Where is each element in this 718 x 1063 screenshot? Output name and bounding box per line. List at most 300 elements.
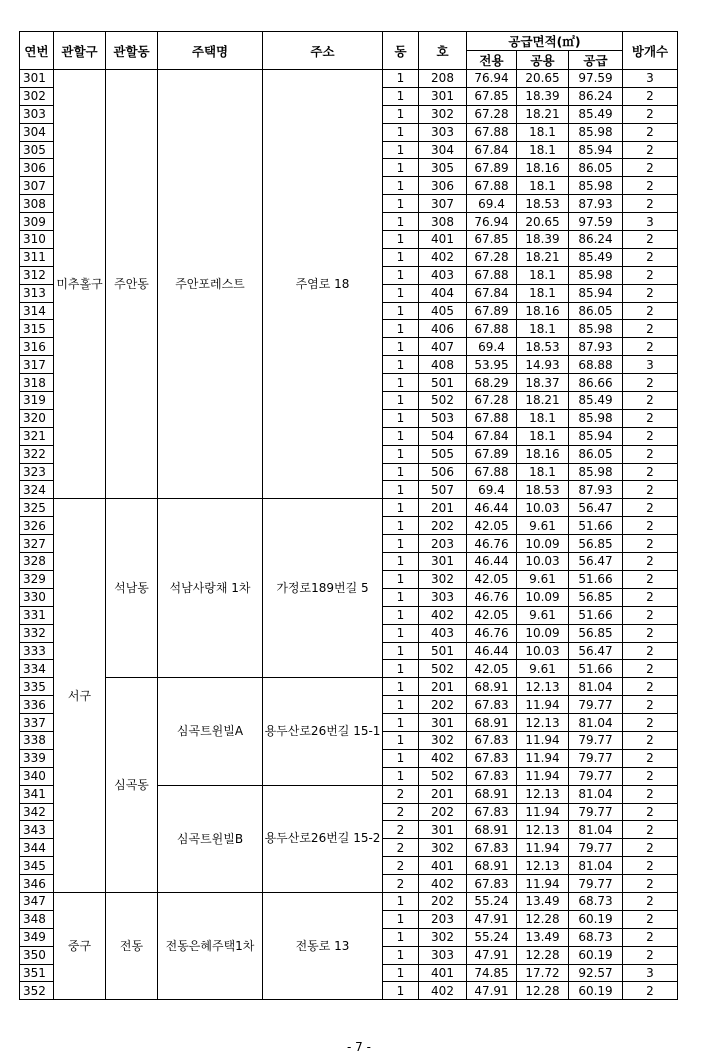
building-cell: 1 — [383, 517, 419, 535]
supply-area-cell: 60.19 — [569, 946, 623, 964]
unit-cell: 301 — [419, 821, 467, 839]
common-area-cell: 10.03 — [517, 499, 569, 517]
exclusive-area-cell: 67.83 — [467, 839, 517, 857]
supply-area-cell: 56.47 — [569, 499, 623, 517]
row-number: 341 — [20, 785, 54, 803]
row-number: 311 — [20, 248, 54, 266]
common-area-cell: 12.13 — [517, 714, 569, 732]
row-number: 350 — [20, 946, 54, 964]
common-area-cell: 20.65 — [517, 70, 569, 88]
row-number: 318 — [20, 374, 54, 392]
rooms-cell: 2 — [623, 284, 678, 302]
row-number: 315 — [20, 320, 54, 338]
building-cell: 2 — [383, 839, 419, 857]
row-number: 349 — [20, 928, 54, 946]
building-cell: 1 — [383, 606, 419, 624]
rooms-cell: 2 — [623, 624, 678, 642]
building-cell: 1 — [383, 195, 419, 213]
rooms-cell: 2 — [623, 839, 678, 857]
common-area-cell: 11.94 — [517, 839, 569, 857]
common-area-cell: 9.61 — [517, 606, 569, 624]
supply-area-cell: 81.04 — [569, 714, 623, 732]
building-cell: 2 — [383, 803, 419, 821]
building-cell: 1 — [383, 535, 419, 553]
row-number: 333 — [20, 642, 54, 660]
neighborhood-cell: 전동 — [106, 892, 158, 999]
building-cell: 1 — [383, 105, 419, 123]
common-area-cell: 10.09 — [517, 535, 569, 553]
unit-cell: 406 — [419, 320, 467, 338]
exclusive-area-cell: 67.28 — [467, 392, 517, 410]
unit-cell: 502 — [419, 660, 467, 678]
supply-area-cell: 56.85 — [569, 535, 623, 553]
common-area-cell: 18.1 — [517, 284, 569, 302]
unit-cell: 302 — [419, 731, 467, 749]
supply-area-cell: 86.05 — [569, 445, 623, 463]
exclusive-area-cell: 42.05 — [467, 517, 517, 535]
exclusive-area-cell: 74.85 — [467, 964, 517, 982]
unit-cell: 501 — [419, 374, 467, 392]
unit-cell: 201 — [419, 678, 467, 696]
unit-cell: 506 — [419, 463, 467, 481]
common-area-cell: 12.13 — [517, 857, 569, 875]
header-rooms: 방개수 — [623, 32, 678, 70]
building-cell: 1 — [383, 87, 419, 105]
header-gu: 관할구 — [54, 32, 106, 70]
exclusive-area-cell: 47.91 — [467, 910, 517, 928]
row-number: 347 — [20, 892, 54, 910]
rooms-cell: 2 — [623, 159, 678, 177]
rooms-cell: 2 — [623, 499, 678, 517]
supply-area-cell: 79.77 — [569, 731, 623, 749]
rooms-cell: 2 — [623, 553, 678, 571]
common-area-cell: 9.61 — [517, 660, 569, 678]
exclusive-area-cell: 42.05 — [467, 606, 517, 624]
row-number: 345 — [20, 857, 54, 875]
header-unit: 호 — [419, 32, 467, 70]
common-area-cell: 18.21 — [517, 248, 569, 266]
house-name-cell: 주안포레스트 — [158, 70, 263, 499]
building-cell: 2 — [383, 857, 419, 875]
house-name-cell: 석남사랑채 1차 — [158, 499, 263, 678]
row-number: 322 — [20, 445, 54, 463]
exclusive-area-cell: 68.91 — [467, 785, 517, 803]
exclusive-area-cell: 68.91 — [467, 857, 517, 875]
rooms-cell: 3 — [623, 964, 678, 982]
building-cell: 1 — [383, 928, 419, 946]
rooms-cell: 2 — [623, 785, 678, 803]
exclusive-area-cell: 68.91 — [467, 821, 517, 839]
common-area-cell: 11.94 — [517, 803, 569, 821]
common-area-cell: 18.16 — [517, 445, 569, 463]
header-supply-total: 공급 — [569, 51, 623, 70]
common-area-cell: 18.16 — [517, 302, 569, 320]
unit-cell: 201 — [419, 785, 467, 803]
unit-cell: 303 — [419, 123, 467, 141]
supply-area-cell: 86.66 — [569, 374, 623, 392]
unit-cell: 403 — [419, 624, 467, 642]
unit-cell: 203 — [419, 910, 467, 928]
row-number: 316 — [20, 338, 54, 356]
unit-cell: 301 — [419, 87, 467, 105]
supply-area-cell: 85.49 — [569, 248, 623, 266]
unit-cell: 402 — [419, 248, 467, 266]
exclusive-area-cell: 46.76 — [467, 535, 517, 553]
exclusive-area-cell: 47.91 — [467, 982, 517, 1000]
rooms-cell: 2 — [623, 803, 678, 821]
exclusive-area-cell: 67.83 — [467, 749, 517, 767]
common-area-cell: 18.1 — [517, 177, 569, 195]
supply-area-cell: 85.94 — [569, 141, 623, 159]
row-number: 348 — [20, 910, 54, 928]
unit-cell: 507 — [419, 481, 467, 499]
unit-cell: 405 — [419, 302, 467, 320]
exclusive-area-cell: 68.91 — [467, 714, 517, 732]
row-number: 332 — [20, 624, 54, 642]
exclusive-area-cell: 46.44 — [467, 642, 517, 660]
rooms-cell: 3 — [623, 70, 678, 88]
supply-area-cell: 86.24 — [569, 87, 623, 105]
rooms-cell: 2 — [623, 767, 678, 785]
common-area-cell: 12.13 — [517, 678, 569, 696]
row-number: 343 — [20, 821, 54, 839]
common-area-cell: 18.1 — [517, 266, 569, 284]
row-number: 304 — [20, 123, 54, 141]
common-area-cell: 18.53 — [517, 195, 569, 213]
building-cell: 1 — [383, 499, 419, 517]
rooms-cell: 2 — [623, 982, 678, 1000]
header-address: 주소 — [263, 32, 383, 70]
common-area-cell: 11.94 — [517, 767, 569, 785]
house-name-cell: 심곡트윈빌A — [158, 678, 263, 785]
row-number: 319 — [20, 392, 54, 410]
rooms-cell: 2 — [623, 266, 678, 284]
row-number: 338 — [20, 731, 54, 749]
exclusive-area-cell: 67.84 — [467, 284, 517, 302]
common-area-cell: 18.1 — [517, 123, 569, 141]
rooms-cell: 2 — [623, 463, 678, 481]
building-cell: 1 — [383, 320, 419, 338]
common-area-cell: 12.28 — [517, 946, 569, 964]
row-number: 339 — [20, 749, 54, 767]
supply-area-cell: 85.49 — [569, 392, 623, 410]
neighborhood-cell: 심곡동 — [106, 678, 158, 893]
common-area-cell: 10.09 — [517, 624, 569, 642]
building-cell: 1 — [383, 749, 419, 767]
row-number: 306 — [20, 159, 54, 177]
unit-cell: 502 — [419, 392, 467, 410]
building-cell: 1 — [383, 70, 419, 88]
common-area-cell: 12.13 — [517, 821, 569, 839]
exclusive-area-cell: 76.94 — [467, 70, 517, 88]
row-number: 308 — [20, 195, 54, 213]
supply-area-cell: 85.98 — [569, 409, 623, 427]
unit-cell: 302 — [419, 105, 467, 123]
address-cell: 용두산로26번길 15-1 — [263, 678, 383, 785]
exclusive-area-cell: 67.89 — [467, 159, 517, 177]
rooms-cell: 3 — [623, 356, 678, 374]
building-cell: 1 — [383, 356, 419, 374]
unit-cell: 301 — [419, 553, 467, 571]
common-area-cell: 18.21 — [517, 392, 569, 410]
row-number: 329 — [20, 570, 54, 588]
building-cell: 1 — [383, 159, 419, 177]
row-number: 327 — [20, 535, 54, 553]
row-number: 313 — [20, 284, 54, 302]
common-area-cell: 20.65 — [517, 213, 569, 231]
page-number: - 7 - — [347, 1040, 371, 1054]
rooms-cell: 2 — [623, 195, 678, 213]
unit-cell: 403 — [419, 266, 467, 284]
unit-cell: 504 — [419, 427, 467, 445]
row-number: 344 — [20, 839, 54, 857]
exclusive-area-cell: 67.88 — [467, 409, 517, 427]
rooms-cell: 2 — [623, 731, 678, 749]
rooms-cell: 2 — [623, 123, 678, 141]
supply-area-cell: 68.88 — [569, 356, 623, 374]
supply-area-cell: 56.47 — [569, 642, 623, 660]
address-cell: 주염로 18 — [263, 70, 383, 499]
header-supply-area: 공급면적(㎡) — [467, 32, 623, 51]
unit-cell: 505 — [419, 445, 467, 463]
supply-area-cell: 97.59 — [569, 213, 623, 231]
building-cell: 1 — [383, 678, 419, 696]
exclusive-area-cell: 46.44 — [467, 553, 517, 571]
supply-area-cell: 79.77 — [569, 875, 623, 893]
header-house-name: 주택명 — [158, 32, 263, 70]
supply-area-cell: 85.49 — [569, 105, 623, 123]
row-number: 337 — [20, 714, 54, 732]
exclusive-area-cell: 67.88 — [467, 463, 517, 481]
unit-cell: 304 — [419, 141, 467, 159]
row-number: 305 — [20, 141, 54, 159]
exclusive-area-cell: 46.76 — [467, 624, 517, 642]
row-number: 351 — [20, 964, 54, 982]
exclusive-area-cell: 67.83 — [467, 803, 517, 821]
building-cell: 1 — [383, 946, 419, 964]
common-area-cell: 17.72 — [517, 964, 569, 982]
exclusive-area-cell: 76.94 — [467, 213, 517, 231]
exclusive-area-cell: 67.88 — [467, 266, 517, 284]
rooms-cell: 2 — [623, 409, 678, 427]
rooms-cell: 2 — [623, 302, 678, 320]
supply-area-cell: 85.98 — [569, 177, 623, 195]
supply-area-cell: 81.04 — [569, 678, 623, 696]
unit-cell: 303 — [419, 588, 467, 606]
building-cell: 1 — [383, 892, 419, 910]
rooms-cell: 2 — [623, 427, 678, 445]
exclusive-area-cell: 67.83 — [467, 696, 517, 714]
rooms-cell: 2 — [623, 678, 678, 696]
row-number: 312 — [20, 266, 54, 284]
rooms-cell: 2 — [623, 714, 678, 732]
rooms-cell: 2 — [623, 517, 678, 535]
exclusive-area-cell: 69.4 — [467, 195, 517, 213]
supply-area-cell: 60.19 — [569, 910, 623, 928]
rooms-cell: 2 — [623, 248, 678, 266]
address-cell: 용두산로26번길 15-2 — [263, 785, 383, 892]
exclusive-area-cell: 67.85 — [467, 87, 517, 105]
building-cell: 1 — [383, 570, 419, 588]
common-area-cell: 18.1 — [517, 463, 569, 481]
unit-cell: 307 — [419, 195, 467, 213]
common-area-cell: 18.53 — [517, 338, 569, 356]
common-area-cell: 9.61 — [517, 570, 569, 588]
building-cell: 1 — [383, 374, 419, 392]
unit-cell: 302 — [419, 928, 467, 946]
supply-area-cell: 79.77 — [569, 839, 623, 857]
building-cell: 1 — [383, 445, 419, 463]
rooms-cell: 2 — [623, 105, 678, 123]
building-cell: 1 — [383, 982, 419, 1000]
rooms-cell: 2 — [623, 231, 678, 249]
row-number: 342 — [20, 803, 54, 821]
common-area-cell: 18.39 — [517, 231, 569, 249]
supply-area-cell: 51.66 — [569, 606, 623, 624]
unit-cell: 402 — [419, 982, 467, 1000]
building-cell: 1 — [383, 392, 419, 410]
row-number: 321 — [20, 427, 54, 445]
supply-area-cell: 92.57 — [569, 964, 623, 982]
rooms-cell: 2 — [623, 910, 678, 928]
unit-cell: 202 — [419, 696, 467, 714]
rooms-cell: 2 — [623, 928, 678, 946]
common-area-cell: 18.21 — [517, 105, 569, 123]
row-number: 328 — [20, 553, 54, 571]
unit-cell: 306 — [419, 177, 467, 195]
rooms-cell: 2 — [623, 445, 678, 463]
exclusive-area-cell: 67.83 — [467, 731, 517, 749]
unit-cell: 402 — [419, 875, 467, 893]
exclusive-area-cell: 42.05 — [467, 660, 517, 678]
common-area-cell: 18.16 — [517, 159, 569, 177]
common-area-cell: 12.28 — [517, 982, 569, 1000]
exclusive-area-cell: 46.76 — [467, 588, 517, 606]
supply-area-cell: 51.66 — [569, 660, 623, 678]
exclusive-area-cell: 67.83 — [467, 767, 517, 785]
rooms-cell: 2 — [623, 535, 678, 553]
supply-area-cell: 79.77 — [569, 803, 623, 821]
building-cell: 1 — [383, 123, 419, 141]
exclusive-area-cell: 53.95 — [467, 356, 517, 374]
row-number: 317 — [20, 356, 54, 374]
header-common-area: 공용 — [517, 51, 569, 70]
exclusive-area-cell: 42.05 — [467, 570, 517, 588]
supply-area-cell: 79.77 — [569, 749, 623, 767]
building-cell: 1 — [383, 427, 419, 445]
supply-area-cell: 87.93 — [569, 338, 623, 356]
unit-cell: 201 — [419, 499, 467, 517]
rooms-cell: 2 — [623, 481, 678, 499]
exclusive-area-cell: 67.83 — [467, 875, 517, 893]
exclusive-area-cell: 55.24 — [467, 892, 517, 910]
unit-cell: 402 — [419, 606, 467, 624]
unit-cell: 208 — [419, 70, 467, 88]
exclusive-area-cell: 67.89 — [467, 445, 517, 463]
rooms-cell: 2 — [623, 875, 678, 893]
supply-area-cell: 85.98 — [569, 320, 623, 338]
unit-cell: 303 — [419, 946, 467, 964]
header-building: 동 — [383, 32, 419, 70]
supply-area-cell: 85.94 — [569, 427, 623, 445]
unit-cell: 308 — [419, 213, 467, 231]
building-cell: 1 — [383, 177, 419, 195]
common-area-cell: 13.49 — [517, 892, 569, 910]
exclusive-area-cell: 67.88 — [467, 123, 517, 141]
exclusive-area-cell: 55.24 — [467, 928, 517, 946]
unit-cell: 301 — [419, 714, 467, 732]
unit-cell: 302 — [419, 570, 467, 588]
exclusive-area-cell: 47.91 — [467, 946, 517, 964]
exclusive-area-cell: 69.4 — [467, 338, 517, 356]
row-number: 336 — [20, 696, 54, 714]
supply-area-cell: 56.47 — [569, 553, 623, 571]
supply-area-cell: 85.98 — [569, 266, 623, 284]
rooms-cell: 2 — [623, 570, 678, 588]
district-cell: 미추홀구 — [54, 70, 106, 499]
row-number: 302 — [20, 87, 54, 105]
unit-cell: 202 — [419, 517, 467, 535]
building-cell: 1 — [383, 231, 419, 249]
row-number: 334 — [20, 660, 54, 678]
supply-area-cell: 87.93 — [569, 481, 623, 499]
row-number: 307 — [20, 177, 54, 195]
row-number: 314 — [20, 302, 54, 320]
unit-cell: 503 — [419, 409, 467, 427]
table-row — [20, 499, 678, 517]
building-cell: 1 — [383, 302, 419, 320]
rooms-cell: 2 — [623, 660, 678, 678]
building-cell: 1 — [383, 660, 419, 678]
supply-area-cell: 51.66 — [569, 570, 623, 588]
supply-area-cell: 60.19 — [569, 982, 623, 1000]
common-area-cell: 18.39 — [517, 87, 569, 105]
exclusive-area-cell: 67.28 — [467, 248, 517, 266]
common-area-cell: 10.03 — [517, 553, 569, 571]
exclusive-area-cell: 68.29 — [467, 374, 517, 392]
common-area-cell: 12.28 — [517, 910, 569, 928]
supply-area-cell: 86.05 — [569, 159, 623, 177]
exclusive-area-cell: 69.4 — [467, 481, 517, 499]
row-number: 323 — [20, 463, 54, 481]
supply-area-cell: 81.04 — [569, 821, 623, 839]
common-area-cell: 9.61 — [517, 517, 569, 535]
common-area-cell: 14.93 — [517, 356, 569, 374]
header-dong: 관할동 — [106, 32, 158, 70]
neighborhood-cell: 주안동 — [106, 70, 158, 499]
building-cell: 2 — [383, 821, 419, 839]
supply-area-cell: 81.04 — [569, 785, 623, 803]
table-header — [20, 32, 678, 70]
exclusive-area-cell: 67.84 — [467, 141, 517, 159]
building-cell: 1 — [383, 910, 419, 928]
district-cell: 중구 — [54, 892, 106, 999]
common-area-cell: 11.94 — [517, 731, 569, 749]
common-area-cell: 11.94 — [517, 696, 569, 714]
supply-area-cell: 87.93 — [569, 195, 623, 213]
supply-area-cell: 86.05 — [569, 302, 623, 320]
supply-area-cell: 85.98 — [569, 123, 623, 141]
rooms-cell: 2 — [623, 946, 678, 964]
common-area-cell: 13.49 — [517, 928, 569, 946]
supply-area-cell: 97.59 — [569, 70, 623, 88]
common-area-cell: 18.1 — [517, 320, 569, 338]
rooms-cell: 2 — [623, 857, 678, 875]
building-cell: 1 — [383, 141, 419, 159]
exclusive-area-cell: 67.28 — [467, 105, 517, 123]
unit-cell: 401 — [419, 964, 467, 982]
rooms-cell: 2 — [623, 821, 678, 839]
